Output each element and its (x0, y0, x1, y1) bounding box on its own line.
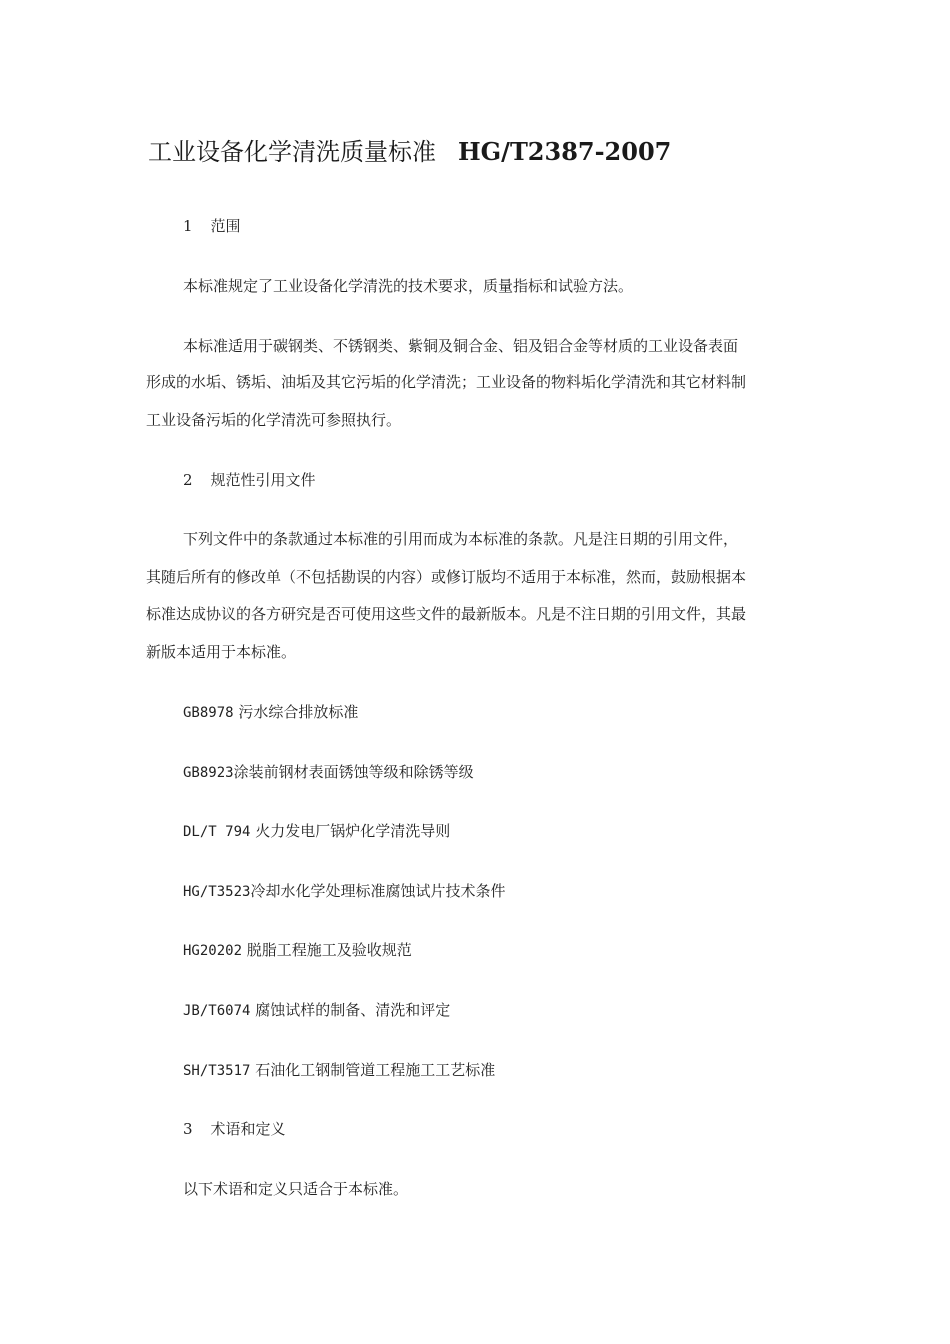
reference-title: 火力发电厂锅炉化学清洗导则 (255, 822, 451, 840)
reference-title: 石油化工钢制管道工程施工工艺标准 (255, 1061, 496, 1079)
reference-item (183, 761, 474, 784)
section-number: 2 (183, 471, 193, 489)
title-code: HG/T2387-2007 (458, 137, 672, 166)
paragraph-line: 本标准规定了工业设备化学清洗的技术要求，质量指标和试验方法。 (183, 277, 634, 295)
reference-item (183, 820, 450, 843)
paragraph-line: 本标准适用于碳钢类、不锈钢类、紫铜及铜合金、铝及铝合金等材质的工业设备表面 (183, 337, 739, 355)
reference-code: DL/T 794 (183, 824, 251, 840)
reference-item (183, 880, 505, 903)
reference-item (183, 701, 358, 724)
paragraph-line: 以下术语和定义只适合于本标准。 (183, 1180, 409, 1198)
reference-code: GB8978 (183, 705, 234, 721)
reference-title: 腐蚀试样的制备、清洗和评定 (255, 1001, 451, 1019)
section-heading (183, 469, 316, 491)
paragraph-line: 形成的水垢、锈垢、油垢及其它污垢的化学清洗；工业设备的物料垢化学清洗和其它材料制 (146, 373, 747, 391)
paragraph-line: 其随后所有的修改单（不包括勘误的内容）或修订版均不适用于本标准，然而，鼓励根据本 (146, 568, 747, 586)
section-title: 术语和定义 (210, 1120, 286, 1138)
reference-item (183, 999, 450, 1022)
reference-code: GB8923 (183, 765, 234, 781)
section-heading (183, 215, 241, 237)
reference-item (183, 1059, 495, 1082)
paragraph-line: 工业设备污垢的化学清洗可参照执行。 (146, 411, 402, 429)
paragraph-line: 新版本适用于本标准。 (146, 643, 297, 661)
reference-code: SH/T3517 (183, 1063, 251, 1079)
document-title (148, 134, 671, 170)
section-heading (183, 1118, 286, 1140)
paragraph-line: 下列文件中的条款通过本标准的引用而成为本标准的条款。凡是注日期的引用文件， (183, 530, 739, 548)
section-number: 3 (183, 1120, 193, 1138)
section-title: 规范性引用文件 (210, 471, 316, 489)
reference-title: 污水综合排放标准 (238, 703, 359, 721)
reference-title: 冷却水化学处理标准腐蚀试片技术条件 (250, 882, 506, 900)
paragraph-line: 标准达成协议的各方研究是否可使用这些文件的最新版本。凡是不注日期的引用文件，其最 (146, 605, 747, 623)
reference-item (183, 939, 412, 962)
reference-code: HG/T3523 (183, 884, 251, 900)
reference-title: 涂装前钢材表面锈蚀等级和除锈等级 (233, 763, 474, 781)
reference-title: 脱脂工程施工及验收规范 (246, 941, 412, 959)
section-number: 1 (183, 217, 193, 235)
section-title: 范围 (210, 217, 241, 235)
reference-code: JB/T6074 (183, 1003, 251, 1019)
title-main: 工业设备化学清洗质量标准 (148, 138, 436, 166)
reference-code: HG20202 (183, 943, 243, 959)
